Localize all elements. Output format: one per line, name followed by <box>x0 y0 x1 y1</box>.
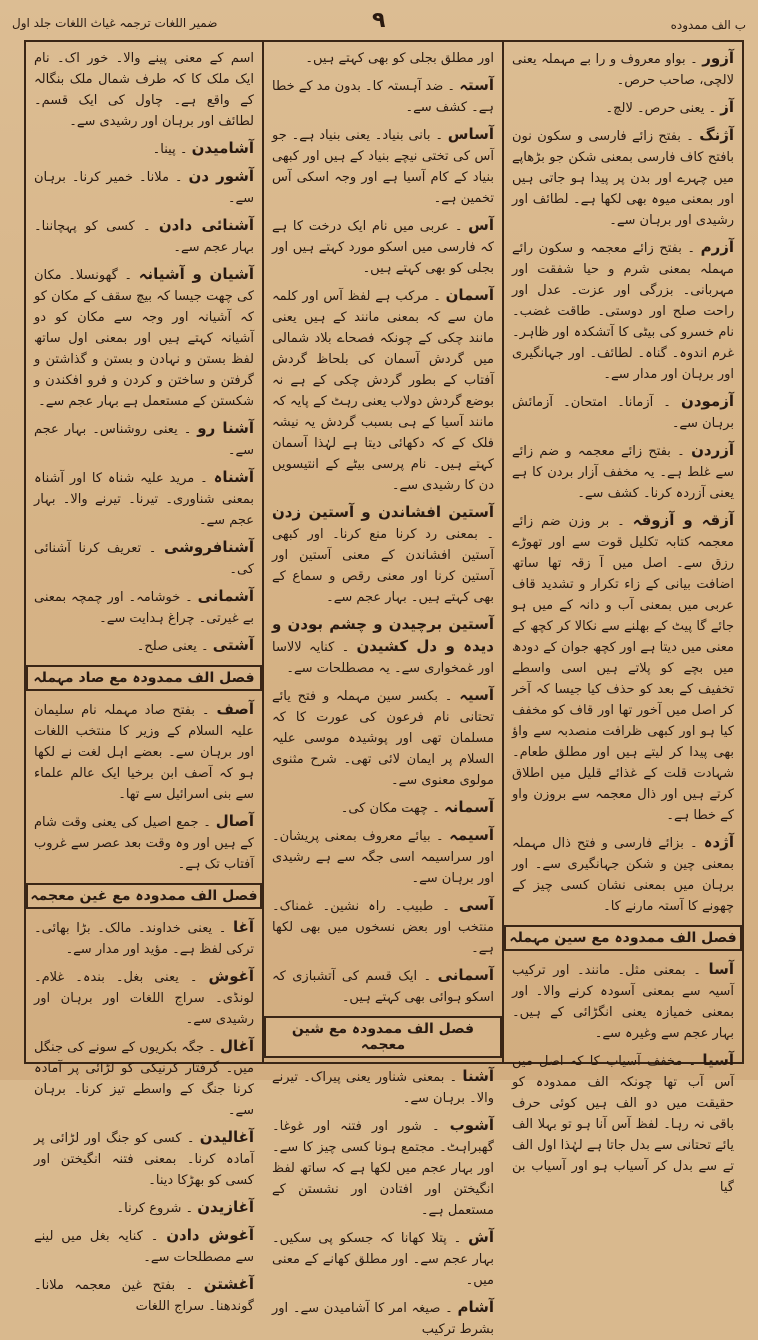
headword-separator: ۔ <box>433 899 459 914</box>
dictionary-entry <box>34 264 254 412</box>
entry-headword: آس <box>468 216 494 234</box>
page-number: ۹ <box>372 8 386 33</box>
headword-separator: ۔ <box>685 52 703 67</box>
entry-definition: ملانا۔ خمیر کرنا۔ برہان سے۔ <box>34 170 254 206</box>
entry-definition: چھت مکان کی۔ <box>340 801 429 816</box>
dictionary-entry <box>272 285 494 496</box>
entry-definition: بفتح زائے فارسی و سکون نون بافتح کاف فارسی بمعنی شکن جو بڑھاپے میں چہرے اور بدن پر پیدا ہو جاتی ہیں اور بمعنی میوہ بھی لکھا ہے۔ لطائف اور رشیدی اور برہان سے۔ <box>512 129 734 228</box>
entry-headword: آغالیدن <box>199 1128 254 1146</box>
entry-headword: آغوش <box>208 967 254 985</box>
entry-definition: اور مطلق بجلی کو بھی کہتے ہیں۔ <box>305 51 494 66</box>
dictionary-entry <box>272 1115 494 1221</box>
page-header <box>12 6 746 40</box>
entry-definition: کنایہ بغل میں لینے سے مصطلحات سے۔ <box>34 1229 254 1265</box>
section-heading: فصل الف ممدودہ مع سین مہملہ <box>504 925 742 951</box>
entry-definition: جگہ بکریوں کے سونے کی جنگل میں۔ گرفتار کرنیکی کو لڑائی پر آمادہ کرنا جنگ کے واسطے تیز کرنا۔ برہان سے۔ <box>34 1040 254 1118</box>
entry-definition: اسم کے معنی پینے والا۔ خور اک۔ نام ایک ملک کا کہ طرف شمال ملک بنگالہ کے واقع ہے۔ چاول کی ایک قسم۔ لطائف اور برہان اور رشیدی سے۔ <box>34 51 254 129</box>
entry-definition: بفتح غین معجمہ ملانا۔ گوندھنا۔ سراج اللغات <box>34 1278 254 1314</box>
column-left <box>26 42 262 1314</box>
entry-definition: تعریف کرنا آشنائی کی۔ <box>34 541 254 577</box>
dictionary-entry <box>34 467 254 531</box>
entry-headword: آزور <box>702 49 735 67</box>
entry-definition: یعنی بغل۔ بندہ۔ غلام۔ لونڈی۔ سراج اللغات اور برہان اور رشیدی سے۔ <box>34 970 254 1027</box>
headword-separator: ۔ <box>437 689 460 704</box>
dictionary-entry <box>272 685 494 791</box>
headword-separator: ۔ <box>670 444 692 459</box>
entry-headword: آز <box>720 98 734 116</box>
headword-separator: ۔ <box>704 101 721 116</box>
dictionary-entry <box>272 797 494 819</box>
entry-headword: آزقہ و آزوقہ <box>632 511 735 529</box>
entry-headword: آژدہ <box>703 833 734 851</box>
dictionary-entry <box>272 895 494 959</box>
entry-definition: بزائے فارسی و فتح ذال مہملہ بمعنی چین و شکن جہانگیری سے۔ اور برہان میں بمعنی نشان کسی چیز کے چھونے کا آستہ مارنے کا۔ <box>512 836 734 914</box>
headword-separator: ۔ <box>168 170 189 185</box>
entry-definition: پینا۔ <box>152 142 176 157</box>
dictionary-entry <box>34 418 254 461</box>
dictionary-entry <box>272 1066 494 1109</box>
entry-headword: آسیمہ <box>449 826 494 844</box>
entry-definition: بیائے معروف بمعنی پریشان۔ اور سراسیمہ اسی جگہ سے ہے رشیدی اور برہان سے۔ <box>272 829 494 886</box>
dictionary-entry <box>34 966 254 1030</box>
entry-definition: خوشامہ۔ اور چمچہ بمعنی بے غیرتی۔ چراغ ہدایت سے۔ <box>34 590 254 626</box>
headword-separator: ۔ <box>653 395 682 410</box>
dictionary-entry <box>512 237 734 385</box>
entry-definition: بواو معروف و را بے مہملہ یعنی لالچی، صاحب حرص۔ <box>512 52 734 88</box>
entry-definition: کنایہ لالاسا اور غمخواری سے۔ یہ مصطلحات سے۔ <box>272 640 494 676</box>
dictionary-entry <box>34 215 254 258</box>
entry-headword: آشنا رو <box>197 419 254 437</box>
entry-definition: مرید علیہ شناہ کا اور آشناہ بمعنی شناوری۔ تیرنا۔ تیرنے والا۔ بہار عجم سے۔ <box>34 471 254 528</box>
entry-headword: آسمانی <box>437 966 494 984</box>
dictionary-entry <box>272 1227 494 1291</box>
dictionary-entry <box>34 1274 254 1317</box>
entry-definition: صیغہ امر کا آشامیدن سے۔ اور بشرط ترکیب <box>272 1301 494 1337</box>
entry-definition: بمعنی رد کرنا منع کرنا۔ اور کبھی آستین افشاندن کے معنی آستین اور آستین کرنا اور معنی رقص و سماع کے بھی کہتے ہیں۔ بہار عجم سے۔ <box>272 527 494 605</box>
entry-definition: بکسر سین مہملہ و فتح یائے تحتانی نام فرعون کی عورت کا کہ مسلمان تھی اور پوشیدہ موسی علیہ السلام پر ایمان لائی تھی۔ شرح مثنوی مولوی معنوی سے۔ <box>272 689 494 788</box>
entry-headword: آساس <box>447 125 494 143</box>
entry-headword: آغشتن <box>203 1275 255 1293</box>
entry-headword: آغا <box>232 918 254 936</box>
entry-definition: یعنی خداوند۔ مالک۔ بڑا بھائی۔ ترکی لفظ ہے۔ مؤید اور مدار سے۔ <box>34 921 254 957</box>
entry-headword: آصف <box>216 700 254 718</box>
dictionary-entry <box>34 166 254 209</box>
entry-headword: آش <box>468 1228 494 1246</box>
entry-definition: بمعنی شناور یعنی پیراک۔ تیرنے والا۔ برہان سے۔ <box>272 1070 494 1106</box>
entry-headword: آزردن <box>691 441 734 459</box>
dictionary-entry <box>272 965 494 1008</box>
entry-headword: آسمانہ <box>443 798 494 816</box>
entry-headword: آژنگ <box>699 126 734 144</box>
dictionary-entry <box>272 825 494 889</box>
headword-separator: ۔ <box>444 1070 463 1085</box>
entry-definition: بفتح زائے معجمہ و سکون رائے مہملہ بمعنی شرم و حیا شفقت اور مہربانی۔ بزرگی اور عزت۔ عدل اور راحت صلح اور دوستی۔ طاقت غضب۔ نام خسرو کی بیٹی کا آتشکدہ اور ظاہر۔ غرم اندوہ۔ گناہ۔ لطائف۔ اور جہانگیری اور برہان اور مدار سے۔ <box>512 241 734 382</box>
entry-definition: کسی کو پہچاننا۔ بہار عجم سے۔ <box>34 219 254 255</box>
header-section-label: ب الف ممدوده <box>670 18 746 32</box>
headword-separator: ۔ <box>181 1201 198 1216</box>
entry-headword: آشامیدن <box>191 139 254 157</box>
dictionary-entry <box>34 586 254 629</box>
dictionary-entry <box>512 510 734 826</box>
headword-separator: ۔ <box>682 1054 703 1069</box>
entry-definition: یعنی صلح۔ <box>136 639 197 654</box>
entry-headword: آغازیدن <box>197 1198 254 1216</box>
headword-separator: ۔ <box>194 471 214 486</box>
entry-headword: آزمودن <box>681 392 734 410</box>
entry-headword: آشناہ <box>213 468 254 486</box>
headword-separator: ۔ <box>177 422 198 437</box>
headword-separator: ۔ <box>134 219 159 234</box>
entry-headword: آشور دن <box>188 167 255 185</box>
entry-headword: آشنا <box>462 1067 494 1085</box>
section-heading: فصل الف ممدودہ مع غین معجمہ <box>26 883 262 909</box>
headword-separator: ۔ <box>180 590 198 605</box>
entry-definition: بانی بنیاد۔ یعنی بنیاد ہے۔ جو آس کی تختی نیچے بنیاد کے ہیں اور کبھی بنیاد کے کام آسیا ہے اور وجہ اسکی آس تخمین ہے۔ <box>272 128 494 206</box>
dictionary-entry <box>34 1036 254 1121</box>
dictionary-entry <box>34 1127 254 1191</box>
dictionary-entry <box>512 97 734 119</box>
headword-separator: ۔ <box>334 640 357 655</box>
entry-definition: بر وزن ضم زائے معجمہ کتابہ تکلیل قوت سے اور تھوڑے رزق سے۔ اصل میں آ زقہ تھا ساتھ اضافت بیانی کے زاء تکرار و تشدید قاف عربی میں بمعنی آب و دانہ کے میں ہو جائے گا پیٹ کے بھلنے سے نکالا کر کچھ کے معنی میں دیتا ہے اور کچھ جوان کے دودھ میں بچے کو پلاتے ہیں اسی واسطے تخفیف کے بعد کو حذف کیا جیسا کہ آخر کر اصل میں آخور تھا اور قاف کو مخفف کیا ہو اور کبھی ظرافت منصدبہ سے واؤ بھی پیدا کر لیتے ہیں اور مطلق طعام۔ شہادت قلت کے غذائے قلیل میں اطلاق کرتے ہیں اور ذال معجمہ سے بروزن واو کے خطا ہے۔ <box>512 514 734 823</box>
header-book-title: ضمیر اللغات ترجمہ غیاث اللغات جلد اول <box>12 16 218 30</box>
entry-headword: آشیان و آشیانہ <box>138 265 254 283</box>
headword-separator: ۔ <box>175 142 192 157</box>
headword-separator: ۔ <box>443 79 460 94</box>
dictionary-entry <box>34 138 254 160</box>
headword-separator: ۔ <box>430 128 448 143</box>
entry-headword: آسی <box>458 896 494 914</box>
dictionary-entry <box>34 811 254 875</box>
headword-separator: ۔ <box>449 219 469 234</box>
headword-separator: ۔ <box>428 289 446 304</box>
dictionary-entry <box>512 959 734 1044</box>
entry-definition: شروع کرنا۔ <box>116 1201 182 1216</box>
dictionary-entry <box>34 48 254 132</box>
section-heading: فصل الف ممدودہ مع صاد مہملہ <box>26 665 262 691</box>
dictionary-entry <box>272 215 494 279</box>
dictionary-entry <box>272 1297 494 1340</box>
dictionary-entry <box>34 635 254 657</box>
entry-definition: بفتح زائے معجمہ و ضم زائے سے غلط ہے۔ یہ مخفف آزار بردن کا ہے یعنی آزردہ کرنا۔ کشف سے۔ <box>512 444 734 501</box>
dictionary-entry <box>512 440 734 504</box>
entry-definition: بفتح صاد مہملہ نام سلیمان علیہ السلام کے وزیر کا منتخب اللغات اور برہان سے۔ بعضے اہل لغت نے لکھا ہو کہ آصف ابن برخیا ایک عالم علماء سے بنی اسرائیل سے تھا۔ <box>34 703 254 802</box>
entry-headword: آسیا <box>702 1051 734 1069</box>
headword-separator: ۔ <box>175 1278 204 1293</box>
entry-headword: آزرم <box>700 238 734 256</box>
headword-separator: ۔ <box>609 514 633 529</box>
entry-definition: ایک قسم کی آتشبازی کہ اسکو ہوائی بھی کہتے ہیں۔ <box>272 969 494 1005</box>
dictionary-entry <box>272 75 494 118</box>
dictionary-entry <box>512 391 734 434</box>
headword-separator: ۔ <box>440 1301 458 1316</box>
entry-headword: آسمان <box>445 286 495 304</box>
columns-frame <box>24 40 744 1337</box>
dictionary-entry <box>272 124 494 209</box>
headword-separator: ۔ <box>196 639 213 654</box>
entry-definition: مخفف آسیاب کا کہ اصل میں آس آب تھا چونکہ الف ممدودہ کو حقیقت میں دو الف ہیں کوئی حرف باقی نہ رہا۔ لفظ آس آنا ہو تو بہلا الف یائے تحتانی سے بدل جاتا ہے لہٰذا اول الف تے سے بدل کر آسیاب ہو اور آسیاب بن گیا <box>512 1054 734 1195</box>
entry-headword: آستین افشاندن و آستین زدن <box>272 503 494 521</box>
entry-definition: مرکب ہے لفظ آس اور کلمہ مان سے کہ بمعنی مانند کے ہیں یعنی مانند چکی کے چونکہ فصحاے بلاد شمالی میں گردش آسمان کی بلحاظ گردش آفتاب کے بطور گردش چکی کے ہے نہ بوضع گردش دولاب یعنی رہٹ کے پایہ کہ مانند آسیا کے ہی بسبب گردش یہ نیشہ فلک کے کہ دکھائی دیتا ہے لہٰذا آسمان کہتے ہیں۔ نام پرسی بیٹے کے انتیسویں دن کا رشیدی سے۔ <box>272 289 494 493</box>
headword-separator: ۔ <box>194 703 217 718</box>
dictionary-entry <box>272 502 494 608</box>
entry-definition: یعنی روشناس۔ بہار عجم سے۔ <box>34 422 254 458</box>
dictionary-entry <box>34 917 254 960</box>
dictionary-entry <box>512 125 734 231</box>
entry-headword: آغال <box>219 1037 254 1055</box>
headword-separator: ۔ <box>477 527 495 542</box>
entry-headword: آشام <box>457 1298 494 1316</box>
entry-definition: پتلا کھانا کہ جسکو پی سکیں۔ بہار عجم سے۔ اور مطلق کھانے کے معنی میں۔ <box>272 1231 494 1288</box>
entry-headword: آستہ <box>459 76 494 94</box>
entry-definition: ضد آہستہ کا۔ بدون مد کے خطا ہے۔ کشف سے۔ <box>271 79 494 115</box>
dictionary-entry <box>512 1050 734 1198</box>
entry-headword: آصال <box>215 812 254 830</box>
headword-separator: ۔ <box>181 1131 200 1146</box>
entry-definition: بمعنی مثل۔ مانند۔ اور ترکیب آسیہ سے بمعنی آسودہ کرنے والا۔ اور بمعنی خمیازہ یعنی انگڑائی کے ہیں۔ بہار عجم سے وغیرہ سے۔ <box>512 963 734 1041</box>
dictionary-entry <box>34 1225 254 1268</box>
dictionary-entry <box>272 614 494 679</box>
entry-headword: آغوش دادن <box>166 1226 254 1244</box>
entry-definition: یعنی حرص۔ لالچ۔ <box>605 101 705 116</box>
headword-separator: ۔ <box>685 963 709 978</box>
entry-definition: آزمانا۔ امتحان۔ آزمائش برہان سے۔ <box>512 395 734 431</box>
entry-headword: آشوب <box>449 1116 494 1134</box>
entry-headword: آشنائی دادن <box>158 216 254 234</box>
entry-headword: آشتی <box>212 636 254 654</box>
dictionary-entry <box>512 832 734 917</box>
dictionary-entry <box>272 48 494 69</box>
headword-separator: ۔ <box>430 829 450 844</box>
headword-separator: ۔ <box>204 1040 220 1055</box>
entry-definition: طبیب۔ راہ نشین۔ غمناک۔ منتخب اور بعض نسخوں میں بھی لکھا ہے۔ <box>272 899 494 956</box>
dictionary-entry <box>34 537 254 580</box>
headword-separator: ۔ <box>417 969 438 984</box>
headword-separator: ۔ <box>428 801 444 816</box>
entry-definition: جمع اصیل کی یعنی وقت شام کے ہیں اور وہ وقت بعد عصر سے غروب آفتاب تک ہے۔ <box>34 815 254 872</box>
headword-separator: ۔ <box>681 241 701 256</box>
entry-headword: آسیہ <box>459 686 494 704</box>
entry-headword: آشنافروشی <box>163 538 254 556</box>
headword-separator: ۔ <box>178 970 209 985</box>
dictionary-entry <box>34 1197 254 1219</box>
headword-separator: ۔ <box>142 1229 167 1244</box>
column-right <box>502 42 742 1195</box>
entry-headword: آسا <box>708 960 734 978</box>
section-heading: فصل الف ممدودہ مع شین معجمہ <box>264 1016 502 1058</box>
headword-separator: ۔ <box>198 815 216 830</box>
entry-definition: گھونسلا۔ مکان کی چھت جیسا کہ بیچ سقف کے مکان کو کہ آشیانہ اور وجہ سے مکان کو دو آشیانہ کہتے ہیں اور بمعنی اول ساتھ لفظ بستن و نہادن و بستن و گذاشتن و گرفتن و ساختن و کردن و فرو افکندن و شکستن کے مستعمل ہے بہار عجم سے۔ <box>34 268 254 409</box>
dictionary-entry <box>34 699 254 805</box>
entry-definition: کسی کو جنگ اور لڑائی پر آمادہ کرنا۔ بمعنی فتنہ انگیختن اور کسی کو بھڑکا دینا۔ <box>34 1131 254 1188</box>
entry-definition: شور اور فتنہ اور غوغا۔ گھبراہٹ۔ مجتمع ہونا کسی چیز کا سے۔ اور بہار عجم میں لکھا ہے کہ ساتھ لفظ انگیختن اور افتادن اور نشستن کے مستعمل ہے۔ <box>272 1119 494 1218</box>
headword-separator: ۔ <box>117 268 139 283</box>
entry-headword: آستین برچیدن و چشم بودن و دیدہ و دل کشیدن <box>272 615 494 655</box>
column-middle <box>262 42 502 1337</box>
entry-headword: آشمانی <box>197 587 255 605</box>
headword-separator: ۔ <box>212 921 233 936</box>
headword-separator: ۔ <box>141 541 164 556</box>
headword-separator: ۔ <box>680 129 700 144</box>
headword-separator: ۔ <box>446 1231 469 1246</box>
headword-separator: ۔ <box>421 1119 450 1134</box>
entry-definition: عربی میں نام ایک درخت کا ہے کہ فارسی میں اسکو مورد کہتے ہیں اور بجلی کو بھی کہتے ہیں۔ <box>272 219 494 276</box>
dictionary-entry <box>512 48 734 91</box>
headword-separator: ۔ <box>683 836 704 851</box>
